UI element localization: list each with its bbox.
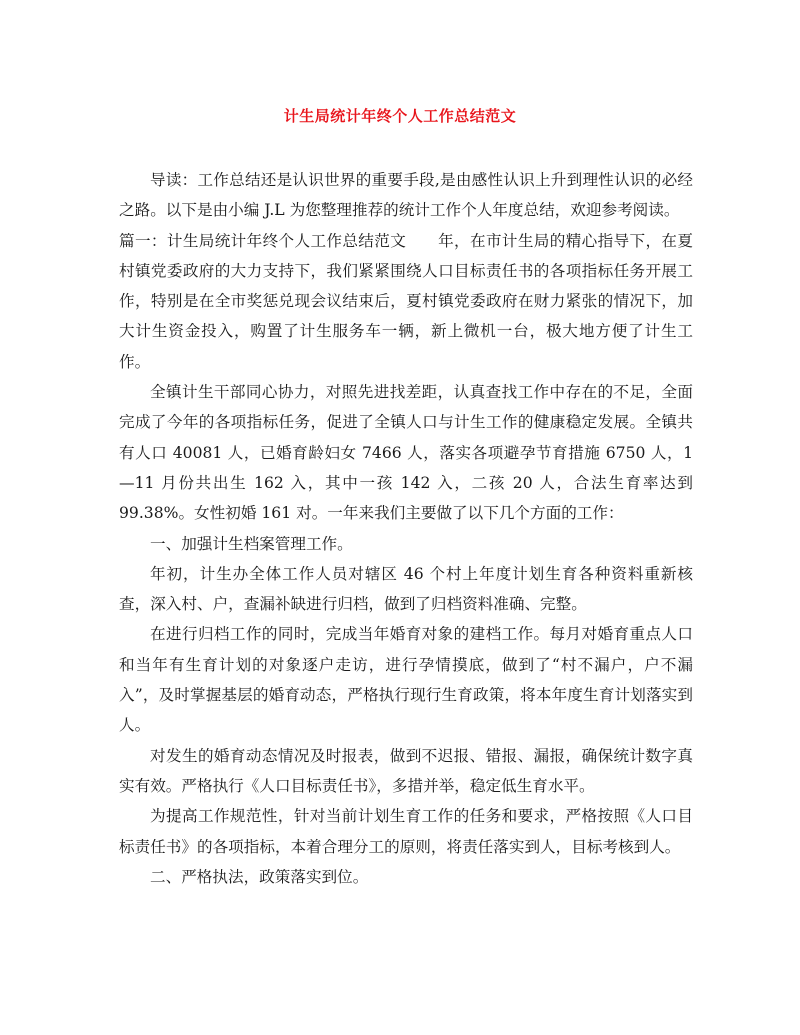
section-heading-archives: 一、加强计生档案管理工作。 <box>150 534 353 553</box>
paragraph-part-one: 篇一：计生局统计年终个人工作总结范文 年，在市计生局的精心指导下，在夏村镇党委政府的大力支持下，我们紧紧围绕人口目标责任书的各项指标任务开展工作，特别是在全市奖惩兑现会议结束后，夏村镇党委政府在财力紧张的情况下，加大计生资金投入，购置了计生服务车一辆，新上微机一台，极大地方便了计生工作。 <box>119 231 693 371</box>
paragraph-summary: 全镇计生干部同心协力，对照先进找差距，认真查找工作中存在的不足，全面完成了今年的各项指标任务，促进了全镇人口与计生工作的健康稳定发展。全镇共有人口 40081 人，已婚育龄妇女 7466 人，落实各项避孕节育措施 6750 人，1—11 月份共出生 162 入，其中一孩 142 入，二孩 20 人，合法生育率达到 99.38%。女性初婚 161 对。一年来我们主要做了以下几个方面的工作： <box>119 383 693 523</box>
section-heading-enforcement: 二、严格执法，政策落实到位。 <box>150 867 369 886</box>
document-title: 计生局统计年终个人工作总结范文 <box>283 107 517 125</box>
paragraph-filing: 在进行归档工作的同时，完成当年婚育对象的建档工作。每月对婚育重点人口和当年有生育计划的对象逐户走访，进行孕情摸底，做到了“村不漏户，户不漏入”，及时掌握基层的婚育动态，严格执行现行生育政策，将本年度生育计划落实到人。 <box>119 625 693 735</box>
paragraph-intro: 导读：工作总结还是认识世界的重要手段,是由感性认识上升到理性认识的必经之路。以下是由小编 J.L 为您整理推荐的统计工作个人年度总结，欢迎参考阅读。 <box>119 171 693 220</box>
document-body <box>119 165 693 892</box>
paragraph-reporting: 对发生的婚育动态情况及时报表，做到不迟报、错报、漏报，确保统计数字真实有效。严格执行《人口目标责任书》，多措并举，稳定低生育水平。 <box>119 746 693 795</box>
paragraph-archives-review: 年初，计生办全体工作人员对辖区 46 个村上年度计划生育各种资料重新核查，深入村、户，查漏补缺进行归档，做到了归档资料准确、完整。 <box>119 564 693 614</box>
paragraph-standardization: 为提高工作规范性，针对当前计划生育工作的任务和要求，严格按照《人口目标责任书》的各项指标，本着合理分工的原则，将责任落实到人，目标考核到人。 <box>119 807 693 856</box>
